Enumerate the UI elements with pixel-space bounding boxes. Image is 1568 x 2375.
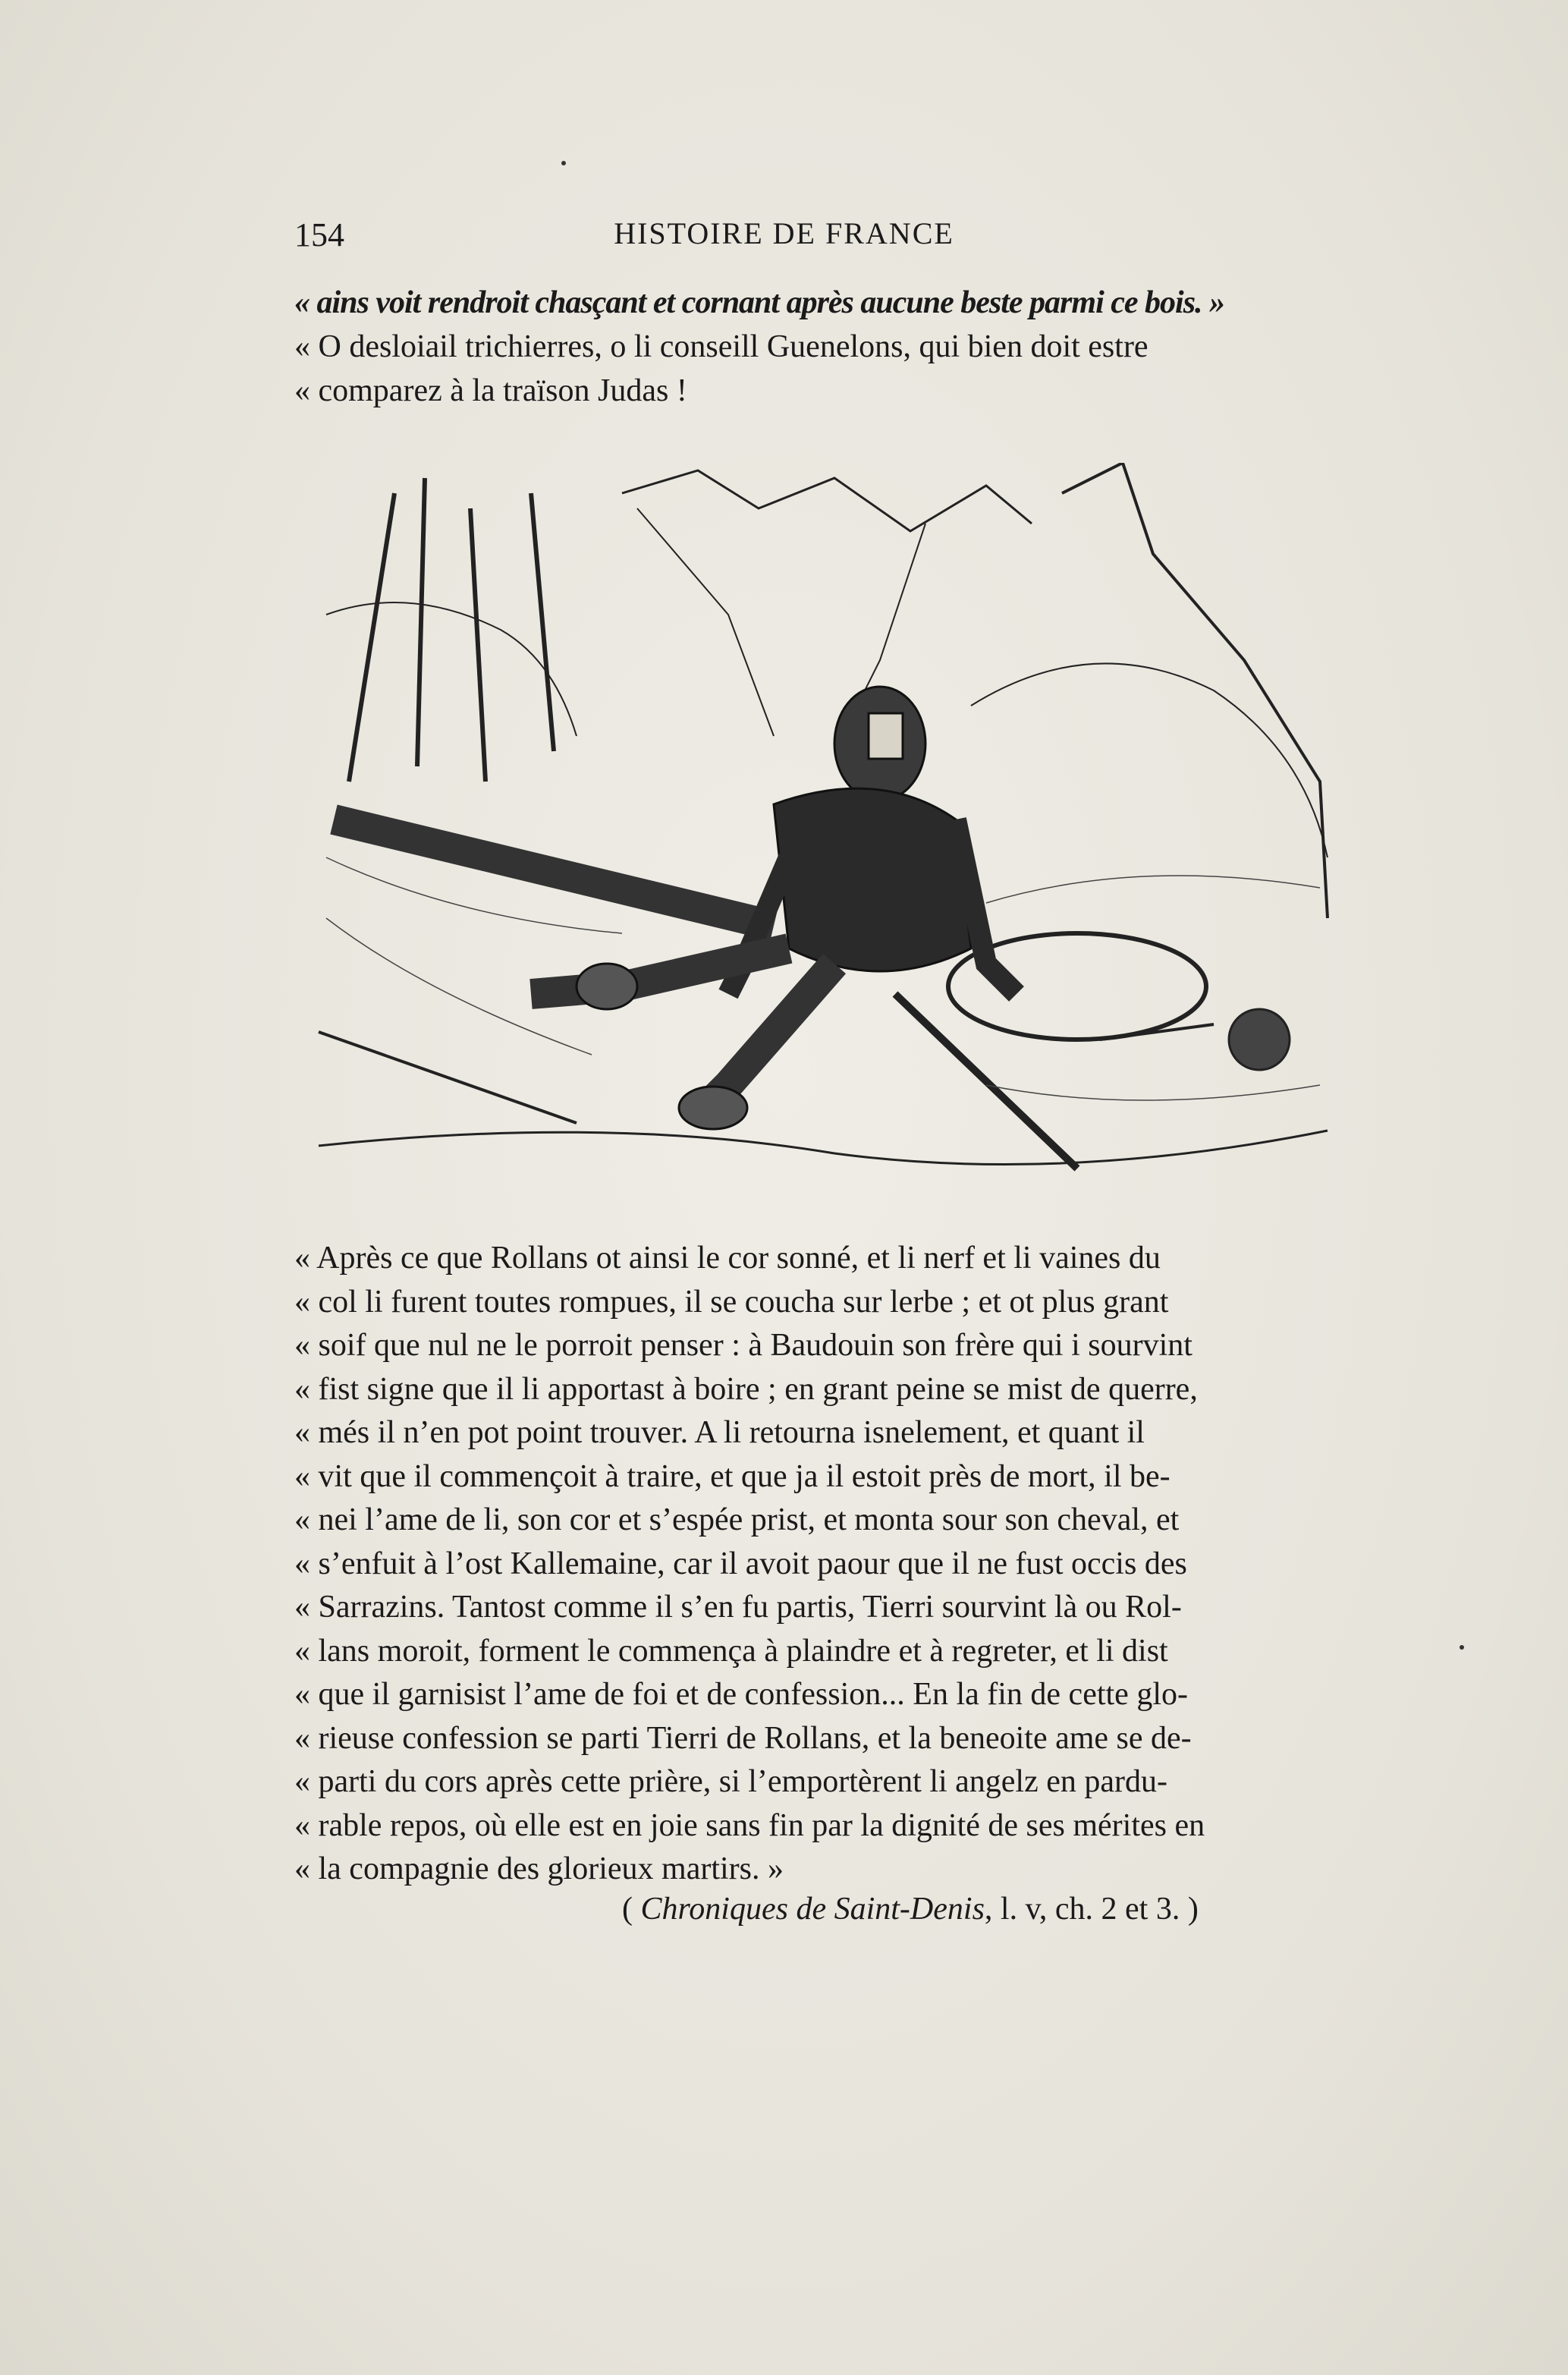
ink-speck	[1460, 1645, 1464, 1650]
text-line: « Après ce que Rollans ot ainsi le cor sonné, et li nerf et li vaines du	[294, 1241, 1161, 1276]
text-line: « fist signe que il li apportast à boire ; en grant peine se mist de querre,	[294, 1371, 1198, 1407]
text-line: « O desloiail trichierres, o li conseill Guenelons, qui bien doit estre	[294, 329, 1149, 364]
text-line: « més il n’en pot point trouver. A li retourna isnelement, et quant il	[294, 1415, 1145, 1450]
citation-rest: , l. v, ch. 2 et 3. )	[984, 1892, 1199, 1927]
top-text-block	[294, 281, 1356, 413]
citation-open: (	[622, 1892, 633, 1927]
text-line: « ains voit rendroit chasçant et cornant après aucune beste parmi ce bois. »	[294, 285, 1225, 320]
text-line: « soif que nul ne le porroit penser : à Baudouin son frère qui i sourvint	[294, 1328, 1192, 1363]
page-number: 154	[294, 216, 344, 253]
text-line: « lans moroit, forment le commença à plaindre et à regreter, et li dist	[294, 1633, 1168, 1669]
text-line: « s’enfuit à l’ost Kallemaine, car il avoit paour que il ne fust occis des	[294, 1546, 1187, 1581]
source-citation	[622, 1891, 1199, 1927]
text-line: « la compagnie des glorieux martirs. »	[294, 1851, 784, 1886]
running-title: HISTOIRE DE FRANCE	[614, 216, 954, 250]
text-line: « rable repos, où elle est en joie sans fin par la dignité de ses mérites en	[294, 1807, 1205, 1843]
text-line: « comparez à la traïson Judas !	[294, 373, 687, 408]
text-line: « vit que il commençoit à traire, et que ja il estoit près de mort, il be-	[294, 1458, 1171, 1494]
text-line: « nei l’ame de li, son cor et s’espée prist, et monta sour son cheval, et	[294, 1502, 1180, 1537]
text-line: « rieuse confession se parti Tierri de Rollans, et la beneoite ame se de-	[294, 1720, 1192, 1756]
text-line: « parti du cors après cette prière, si l’emportèrent li angelz en pardu-	[294, 1764, 1168, 1799]
engraving-illustration	[303, 463, 1343, 1184]
ink-speck	[561, 161, 566, 165]
dying-knight-engraving	[303, 463, 1343, 1184]
running-head	[0, 215, 1568, 261]
citation-title: Chroniques de Saint-Denis	[640, 1892, 985, 1927]
text-line: « Sarrazins. Tantost comme il s’en fu partis, Tierri sourvint là ou Rol-	[294, 1590, 1182, 1625]
main-text-block	[294, 1237, 1356, 1892]
text-line: « que il garnisist l’ame de foi et de confession... En la fin de cette glo-	[294, 1677, 1188, 1712]
text-line: « col li furent toutes rompues, il se coucha sur lerbe ; et ot plus grant	[294, 1284, 1169, 1320]
